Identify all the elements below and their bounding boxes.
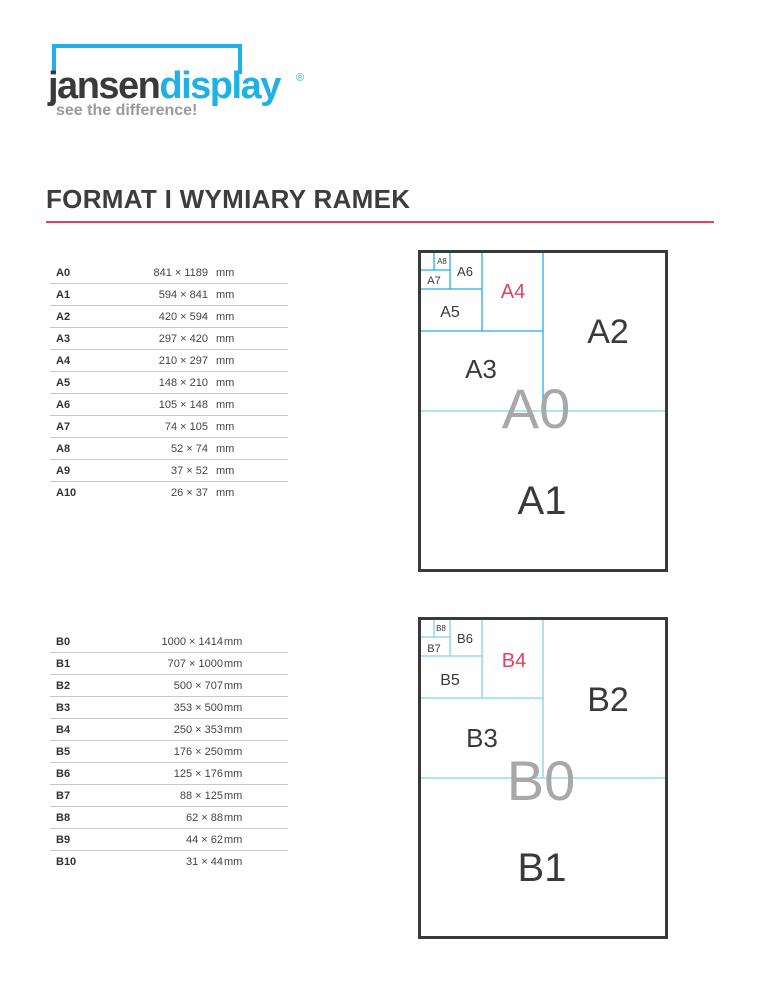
format-unit: mm [216,443,235,455]
format-name: B9 [56,834,71,846]
b1-label: B1 [517,846,567,890]
a-format-table-row [50,416,288,438]
format-dimensions: 148 × 210 [158,377,208,389]
b-format-table-row [50,763,288,785]
b-format-table-row [50,697,288,719]
a-format-table-row [50,394,288,416]
format-dimensions: 594 × 841 [158,289,208,301]
format-dimensions: 37 × 52 [170,465,208,477]
title-divider [46,221,714,223]
logo-tagline: see the difference! [56,102,198,119]
a7-label: A7 [427,275,441,287]
format-dimensions: 176 × 250 [173,746,223,758]
format-dimensions: 353 × 500 [173,702,223,714]
format-name: A8 [56,443,71,455]
registered-mark: ® [296,72,305,84]
b4-label: B4 [501,650,527,672]
a-format-table-row [50,372,288,394]
format-unit: mm [224,702,243,714]
format-name: B1 [56,658,71,670]
format-name: A10 [56,487,77,499]
b-format-table-row [50,653,288,675]
a-format-diagram-svg [418,250,668,572]
a-format-table-row [50,438,288,460]
format-unit: mm [216,421,235,433]
format-unit: mm [216,311,235,323]
a8-label: A8 [437,257,447,266]
format-name: B8 [56,812,71,824]
b-format-table [50,631,288,872]
format-dimensions: 74 × 105 [164,421,208,433]
format-dimensions: 105 × 148 [158,399,208,411]
format-name: A1 [56,289,71,301]
b-format-table-row [50,829,288,851]
b-format-table-row [50,675,288,697]
format-dimensions: 26 × 37 [170,487,208,499]
format-name: A5 [56,377,71,389]
format-unit: mm [216,333,235,345]
format-name: B5 [56,746,71,758]
format-unit: mm [224,658,243,670]
b-format-table-row [50,741,288,763]
format-name: B3 [56,702,71,714]
a-format-table-row [50,262,288,284]
format-dimensions: 52 × 74 [170,443,208,455]
format-name: B7 [56,790,71,802]
a0-label: A0 [501,377,571,440]
b-format-diagram-svg [418,617,668,939]
format-unit: mm [224,746,243,758]
format-unit: mm [224,724,243,736]
format-name: A4 [56,355,71,367]
format-dimensions: 62 × 88 [185,812,223,824]
format-name: A0 [56,267,71,279]
format-unit: mm [216,377,235,389]
b3-label: B3 [466,723,498,753]
b2-label: B2 [587,681,629,719]
format-name: A7 [56,421,71,433]
b-format-table-row [50,631,288,653]
a-format-table [50,262,288,503]
a2-label: A2 [587,313,629,351]
format-unit: mm [224,680,243,692]
logo-wordmark-part2: display [159,65,280,107]
format-name: A9 [56,465,71,477]
a-format-diagram [418,250,668,572]
a4-label: A4 [500,281,526,303]
format-dimensions: 210 × 297 [158,355,208,367]
a-format-table-row [50,284,288,306]
format-dimensions: 31 × 44 [185,856,223,868]
b-format-table-row [50,719,288,741]
b7-label: B7 [427,643,441,655]
a-format-table-row [50,482,288,503]
format-name: B6 [56,768,71,780]
format-dimensions: 420 × 594 [158,311,208,323]
b5-label: B5 [440,672,460,689]
format-unit: mm [224,636,243,648]
format-dimensions: 841 × 1189 [153,267,208,279]
b8-label: B8 [436,624,446,633]
format-name: B4 [56,724,71,736]
format-unit: mm [216,487,235,499]
format-name: B2 [56,680,71,692]
a-format-table-row [50,328,288,350]
b0-label: B0 [506,749,576,812]
b-format-table-row [50,785,288,807]
format-dimensions: 44 × 62 [185,834,223,846]
format-dimensions: 707 × 1000 [167,658,223,670]
format-unit: mm [224,790,243,802]
b-format-table-row [50,807,288,829]
a3-label: A3 [465,354,497,384]
a5-label: A5 [440,304,460,321]
format-unit: mm [216,399,235,411]
page-title: FORMAT I WYMIARY RAMEK [46,184,411,214]
format-name: A6 [56,399,71,411]
format-unit: mm [216,465,235,477]
a1-label: A1 [517,479,567,523]
a6-label: A6 [457,264,473,279]
b-format-table-row [50,851,288,872]
format-name: A3 [56,333,71,345]
format-unit: mm [216,267,235,279]
jansendisplay-logo [48,44,308,124]
format-unit: mm [224,856,243,868]
format-dimensions: 125 × 176 [173,768,223,780]
logo-wordmark-part1: jansen [48,65,160,107]
format-unit: mm [216,289,235,301]
format-name: B10 [56,856,77,868]
format-name: A2 [56,311,71,323]
b6-label: B6 [457,631,473,646]
format-unit: mm [216,355,235,367]
format-name: B0 [56,636,71,648]
format-unit: mm [224,834,243,846]
format-unit: mm [224,812,243,824]
format-dimensions: 500 × 707 [173,680,223,692]
format-dimensions: 250 × 353 [173,724,223,736]
format-dimensions: 1000 × 1414 [161,636,223,648]
format-unit: mm [224,768,243,780]
a-format-table-row [50,306,288,328]
format-dimensions: 297 × 420 [158,333,208,345]
format-dimensions: 88 × 125 [179,790,223,802]
a-format-table-row [50,350,288,372]
logo-wordmark [48,66,280,106]
b-format-diagram [418,617,668,939]
a-format-table-row [50,460,288,482]
